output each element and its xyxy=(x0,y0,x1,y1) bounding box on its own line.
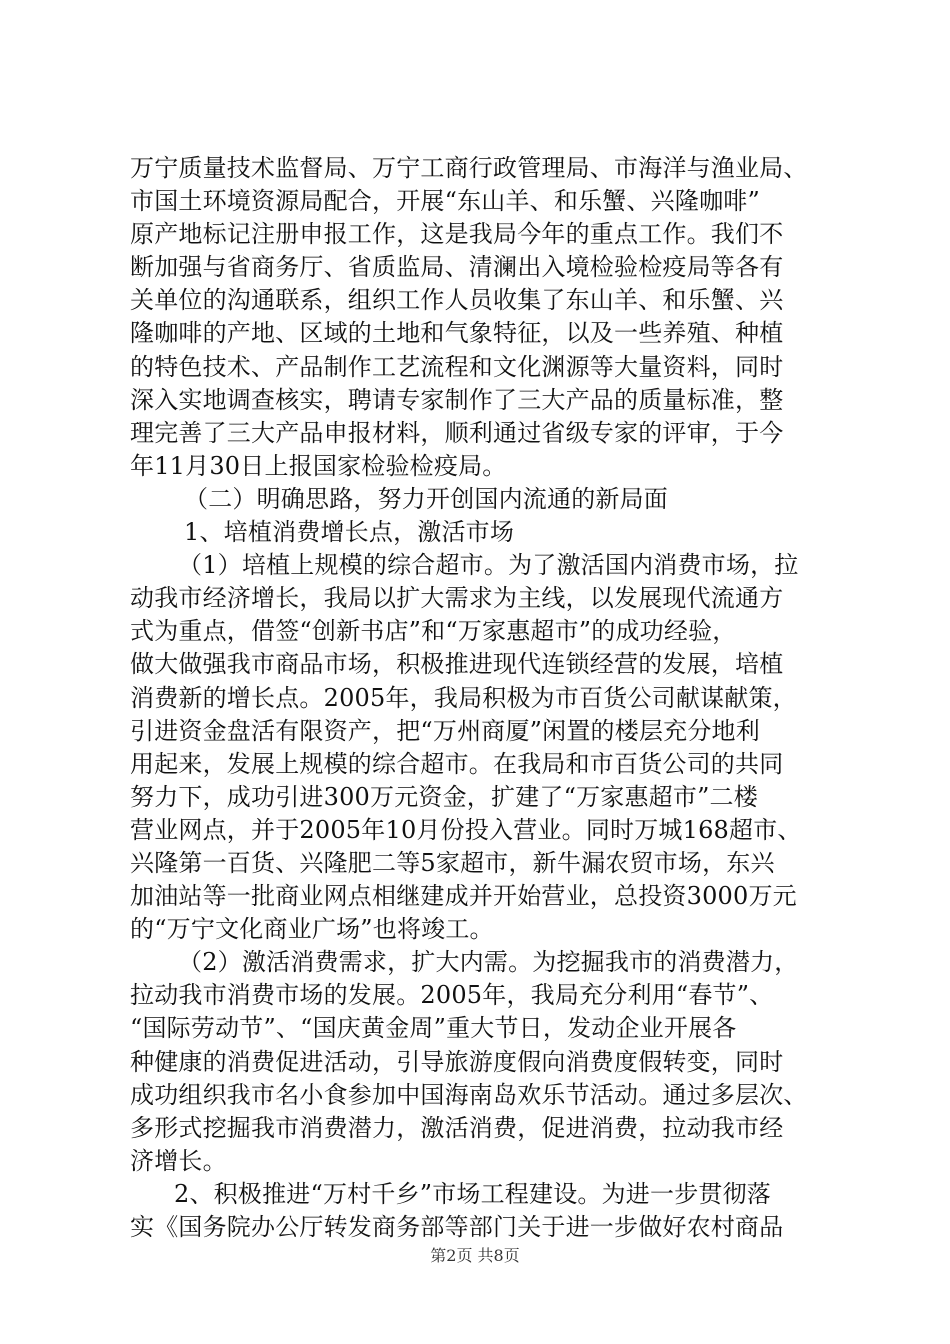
text-line: 断加强与省商务厅、省质监局、清澜出入境检验检疫局等各有 xyxy=(130,253,784,282)
text-line: 式为重点，借签“创新书店”和“万家惠超市”的成功经验， xyxy=(130,617,737,646)
text-line: （1）培植上规模的综合超市。为了激活国内消费市场，拉 xyxy=(178,551,799,580)
text-line: 营业网点，并于2005年10月份投入营业。同时万城168超市、 xyxy=(130,815,802,844)
text-line: 隆咖啡的产地、区域的土地和气象特征，以及一些养殖、种植 xyxy=(130,319,784,348)
text-line: 的“万宁文化商业广场”也将竣工。 xyxy=(130,915,494,944)
text-line: 深入实地调查核实，聘请专家制作了三大产品的质量标准，整 xyxy=(130,385,784,414)
text-line: 年11月30日上报国家检验检疫局。 xyxy=(130,451,507,480)
text-line: 消费新的增长点。2005年，我局积极为市百货公司献谋献策， xyxy=(130,683,797,712)
text-line: 加油站等一批商业网点相继建成并开始营业，总投资3000万元 xyxy=(130,882,797,911)
text-line: 兴隆第一百货、兴隆肥二等5家超市，新牛漏农贸市场，东兴 xyxy=(130,848,775,877)
text-line: 理完善了三大产品申报材料，顺利通过省级专家的评审，于今 xyxy=(130,418,784,447)
text-line: 做大做强我市商品市场，积极推进现代连锁经营的发展，培植 xyxy=(130,650,784,679)
text-line: 原产地标记注册申报工作，这是我局今年的重点工作。我们不 xyxy=(130,220,784,249)
text-line: 用起来，发展上规模的综合超市。在我局和市百货公司的共同 xyxy=(130,749,784,778)
text-line: 引进资金盘活有限资产，把“万州商厦”闲置的楼层充分地利 xyxy=(130,716,760,745)
text-line: 的特色技术、产品制作工艺流程和文化渊源等大量资料，同时 xyxy=(130,352,784,381)
text-line: 万宁质量技术监督局、万宁工商行政管理局、市海洋与渔业局、 xyxy=(130,154,808,182)
text-line: “国际劳动节”、“国庆黄金周”重大节日，发动企业开展各 xyxy=(130,1014,737,1043)
text-line: 动我市经济增长，我局以扩大需求为主线，以发展现代流通方 xyxy=(130,584,784,613)
text-line: 种健康的消费促进活动，引导旅游度假向消费度假转变，同时 xyxy=(130,1047,784,1076)
text-line: 济增长。 xyxy=(130,1146,227,1175)
text-line: 努力下，成功引进300万元资金，扩建了“万家惠超市”二楼 xyxy=(130,782,758,811)
text-line: 市国土环境资源局配合，开展“东山羊、和乐蟹、兴隆咖啡” xyxy=(130,187,760,216)
text-line: 成功组织我市名小食参加中国海南岛欢乐节活动。通过多层次、 xyxy=(130,1080,808,1109)
text-line: 关单位的沟通联系，组织工作人员收集了东山羊、和乐蟹、兴 xyxy=(130,286,784,315)
page-footer: 第2页 共8页 xyxy=(430,1246,520,1265)
text-line: （2）激活消费需求，扩大内需。为挖掘我市的消费潜力， xyxy=(178,948,799,977)
document-body xyxy=(130,152,830,1244)
text-line: 拉动我市消费市场的发展。2005年，我局充分利用“春节”、 xyxy=(130,981,774,1010)
text-line: 多形式挖掘我市消费潜力，激活消费，促进消费，拉动我市经 xyxy=(130,1113,784,1142)
text-line: 2、积极推进“万村千乡”市场工程建设。为进一步贯彻落 xyxy=(174,1179,772,1208)
text-line: 实《国务院办公厅转发商务部等部门关于进一步做好农村商品 xyxy=(130,1213,784,1241)
subsection-heading: 1、培植消费增长点，激活市场 xyxy=(184,518,515,547)
section-heading: （二）明确思路，努力开创国内流通的新局面 xyxy=(184,484,668,513)
